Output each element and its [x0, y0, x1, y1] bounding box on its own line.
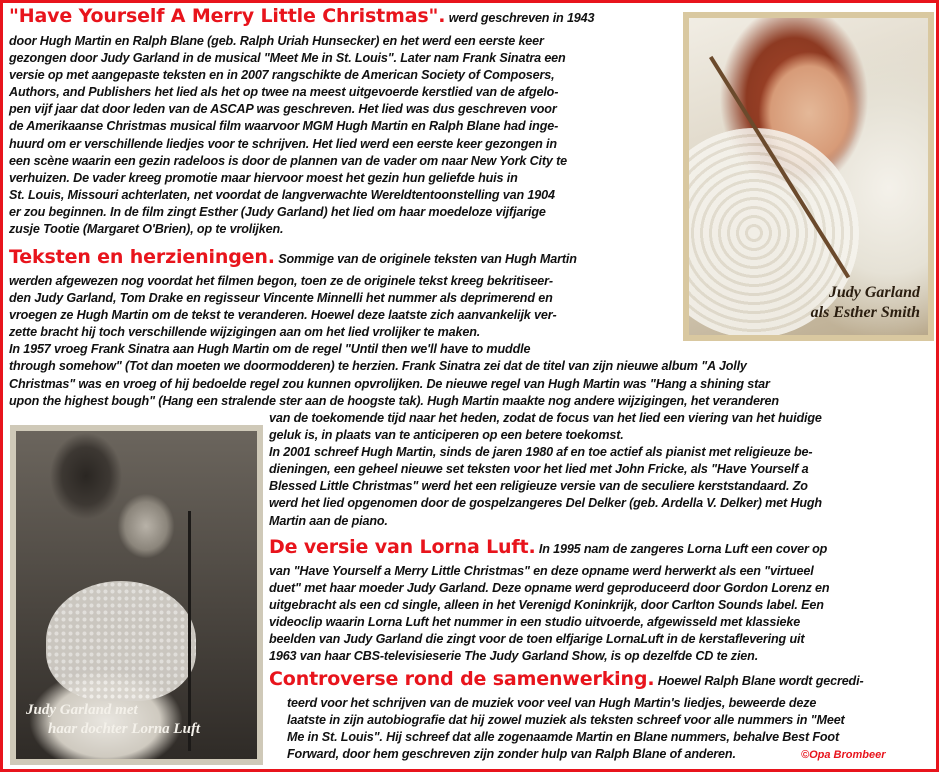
- body-line: duet" met haar moeder Judy Garland. Deze opname werd geproduceerd door Gordon Lorenz en: [269, 581, 830, 596]
- body-line: dieningen, een geheel nieuwe set teksten voor het lied met John Fricke, als "Have Yourself a: [269, 462, 809, 477]
- body-line: de Amerikaanse Christmas musical film waarvoor MGM Hugh Martin en Ralph Blane had inge-: [9, 119, 559, 134]
- section2-body: [9, 273, 779, 410]
- body-line: 1963 van haar CBS-televisieserie The Judy Garland Show, is op dezelfde CD te zien.: [269, 649, 759, 664]
- body-line: uitgebracht als een cd single, alleen in het Verenigd Koninkrijk, door Carlton Sounds label. Een: [269, 598, 824, 613]
- photo1-caption-line2: als Esther Smith: [810, 304, 920, 321]
- section1-first-line: [9, 5, 595, 27]
- body-line: gezongen door Judy Garland in de musical "Meet Me in St. Louis". Later nam Frank Sinatra een: [9, 51, 566, 66]
- body-line: pen vijf jaar dat door leden van de ASCAP was geschreven. Het lied was dus geschreven voor: [9, 102, 557, 117]
- body-line: In 2001 schreef Hugh Martin, sinds de jaren 1980 af en toe actief als pianist met religieuze be-: [269, 445, 813, 460]
- body-line: Christmas" was en vroeg of hij bedoelde regel zou kunnen opvrolijken. De nieuwe regel van Hugh Martin was "Hang a shining star: [9, 376, 770, 391]
- section1-first-line-tail: werd geschreven in 1943: [445, 11, 595, 25]
- body-line: den Judy Garland, Tom Drake en regisseur Vincente Minnelli het nummer als deprimerend en: [9, 291, 553, 306]
- section3-heading: De versie van Lorna Luft.: [269, 536, 536, 558]
- body-line: huurd om er verschillende liedjes voor te schrijven. Het lied werd een eerste keer gezongen in: [9, 136, 557, 151]
- section3-first-line-tail: In 1995 nam de zangeres Lorna Luft een cover op: [535, 542, 828, 556]
- body-line: van de toekomende tijd naar het heden, zodat de focus van het lied een viering van het huidige: [269, 411, 822, 425]
- section4-first-line: [269, 668, 864, 690]
- body-line: zusje Tootie (Margaret O'Brien), op te vrolijken.: [9, 222, 284, 237]
- photo2-caption-line2: haar dochter Lorna Luft: [48, 721, 201, 737]
- body-line: through somehow" (Tot dan moeten we doormodderen) te herzien. Frank Sinatra zei dat de titel van zijn nieuwe album "A Jolly: [9, 359, 747, 374]
- photo2-caption-line1: Judy Garland met: [26, 702, 138, 718]
- body-line: videoclip waarin Lorna Luft het nummer in een studio uitvoerde, afgewisseld met klassieke: [269, 615, 801, 630]
- section4-body: [287, 695, 845, 763]
- body-line: Me in St. Louis". Hij schreef dat alle zogenaamde Martin en Blane nummers, behalve Best Foot: [287, 730, 840, 745]
- body-line: zette bracht hij toch verschillende wijzigingen aan om het lied vrolijker te maken.: [9, 325, 481, 340]
- body-line: er zou beginnen. In de film zingt Esther (Judy Garland) het lied om haar moedeloze vijfjarige: [9, 204, 546, 219]
- skirt-shape: [46, 581, 196, 701]
- judy-garland-lorna-photo: [10, 425, 263, 765]
- section1-body: [9, 33, 567, 238]
- section4-heading: Controverse rond de samenwerking.: [269, 668, 655, 690]
- section3-body: [269, 563, 829, 666]
- body-line: Forward, door hem geschreven zijn zonder hulp van Ralph Blane of anderen.: [287, 747, 736, 762]
- body-line: laatste in zijn autobiografie dat hij zowel muziek als teksten schreef voor alle nummers in "Meet: [287, 713, 845, 728]
- section3-first-line: [269, 536, 828, 558]
- section2-first-line: [9, 246, 577, 268]
- body-line: vroegen ze Hugh Martin om de tekst te veranderen. Hoewel deze laatste zich aanvankelijk ver-: [9, 308, 557, 323]
- section2-first-line-tail: Sommige van de originele teksten van Hugh Martin: [274, 252, 577, 266]
- body-line: een scène waarin een gezin radeloos is door de plannen van de vader om naar New York City te: [9, 153, 568, 168]
- body-line: geluk is, in plaats van te anticiperen op een betere toekomst.: [269, 428, 624, 443]
- body-line: van "Have Yourself a Merry Little Christmas" en deze opname werd herwerkt als een "virtueel: [269, 564, 814, 578]
- judy-garland-esther-photo: [683, 12, 934, 341]
- body-line: Authors, and Publishers het lied als het op twee na meest uitgevoerde kerstlied van de afgelo-: [9, 85, 559, 100]
- photo1-caption: [811, 283, 920, 323]
- section4-first-line-tail: Hoewel Ralph Blane wordt gecredi-: [654, 674, 864, 688]
- body-line: door Hugh Martin en Ralph Blane (geb. Ralph Uriah Hunsecker) en het werd een eerste keer: [9, 34, 544, 48]
- body-line: St. Louis, Missouri achterlaten, net voordat de langverwachte Wereldtentoonstelling van 1904: [9, 187, 555, 202]
- body-line: upon the highest bough" (Hang een stralende ster aan de hoogste tak). Hugh Martin maakte nog andere wijzigingen, het veranderen: [9, 393, 779, 408]
- section2-body-indented: [269, 410, 822, 530]
- section1-heading: "Have Yourself A Merry Little Christmas".: [9, 5, 446, 27]
- body-line: werd het lied opgenomen door de gospelzangeres Del Delker (geb. Ardella V. Delker) met Hugh: [269, 496, 822, 511]
- section2-heading: Teksten en herzieningen.: [9, 246, 275, 268]
- body-line: beelden van Judy Garland die zingt voor de toen elfjarige LornaLuft in de kerstaflevering uit: [269, 632, 805, 647]
- body-line: In 1957 vroeg Frank Sinatra aan Hugh Martin om de regel "Until then we'll have to muddle: [9, 342, 531, 357]
- body-line: werden afgewezen nog voordat het filmen begon, toen ze de originele tekst kreeg bekritiseer-: [9, 274, 553, 288]
- photo2-caption: [26, 701, 200, 739]
- body-line: verhuizen. De vader kreeg promotie maar hiervoor moest het gezin hun geliefde huis in: [9, 170, 518, 185]
- photo1-caption-line1: Judy Garland: [828, 284, 920, 301]
- body-line: Blessed Little Christmas" werd het een religieuze versie van de seculiere kerststandaard. Zo: [269, 479, 808, 494]
- body-line: Martin aan de piano.: [269, 513, 388, 528]
- body-line: versie op met aangepaste teksten en in 2007 rangschikte de American Society of Composers,: [9, 68, 555, 83]
- signature: ©Opa Brombeer: [801, 749, 886, 761]
- body-line: teerd voor het schrijven van de muziek voor veel van Hugh Martin's liedjes, beweerde deze: [287, 696, 817, 710]
